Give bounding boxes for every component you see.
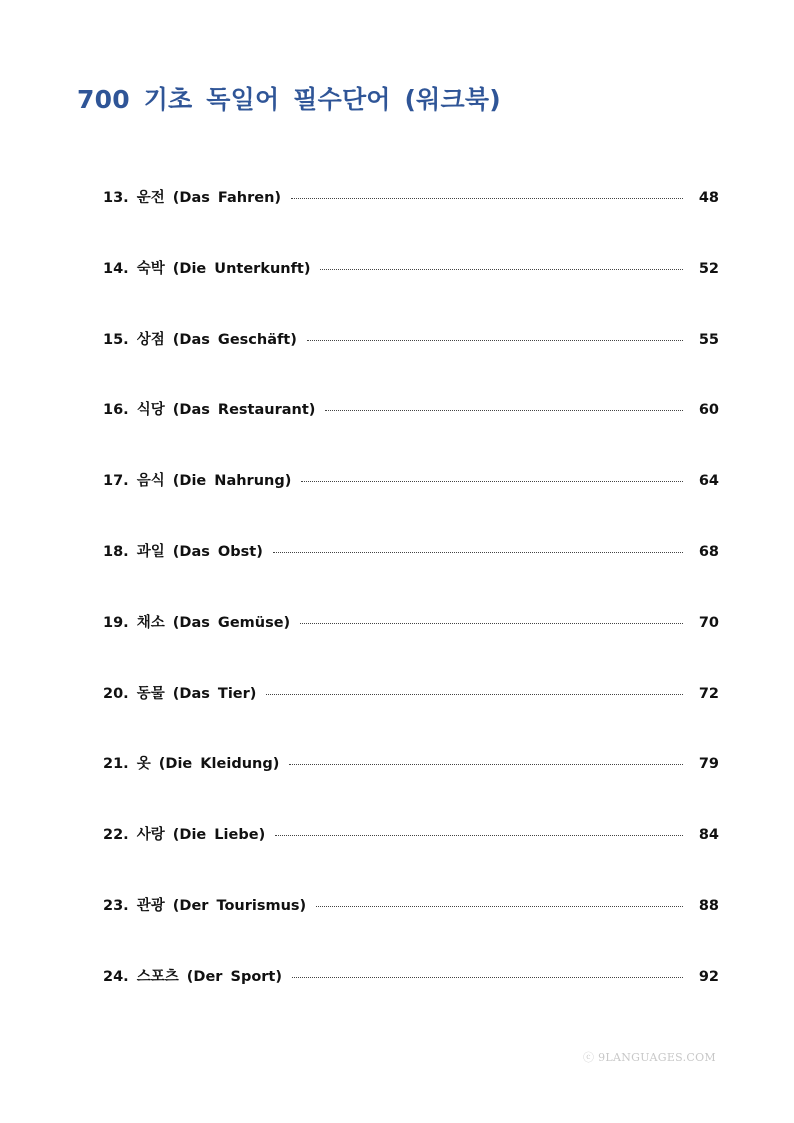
toc-entry-label: 19. 채소 (Das Gemüse) [103, 614, 291, 631]
page-title: 700 기초 독일어 필수단어 (워크북) [77, 85, 501, 114]
toc-dot-leader [273, 552, 683, 553]
toc-entry-page: 52 [698, 260, 719, 277]
toc-dot-leader [301, 481, 682, 482]
toc-entry[interactable] [103, 965, 719, 1036]
toc-entry-page: 64 [698, 473, 719, 490]
toc-entry[interactable] [103, 894, 719, 965]
toc-entry-label: 15. 상점 (Das Geschäft) [103, 331, 297, 348]
toc-entry-label: 21. 옷 (Die Kleidung) [103, 756, 280, 773]
toc-entry[interactable] [103, 328, 719, 399]
toc-entry-page: 60 [698, 402, 719, 419]
toc-dot-leader [292, 977, 683, 978]
toc-entry[interactable] [103, 469, 719, 540]
toc-dot-leader [300, 623, 683, 624]
toc-dot-leader [320, 269, 682, 270]
toc-entry-page: 88 [698, 897, 719, 914]
toc-entry-label: 14. 숙박 (Die Unterkunft) [103, 260, 311, 277]
toc-dot-leader [291, 198, 683, 199]
toc-entry-page: 92 [698, 968, 719, 985]
toc-entry-page: 48 [698, 190, 719, 206]
toc-dot-leader [289, 764, 682, 765]
toc-dot-leader [316, 906, 683, 907]
toc-entry[interactable] [103, 682, 719, 753]
toc-dot-leader [266, 694, 682, 695]
toc-dot-leader [325, 410, 682, 411]
toc-entry[interactable] [103, 611, 719, 682]
toc-entry-page: 79 [698, 756, 719, 773]
toc-entry-page: 68 [698, 543, 719, 560]
toc-entry-label: 20. 동물 (Das Tier) [103, 685, 257, 702]
copyright-watermark: ⓒ 9LANGUAGES.COM [583, 1051, 716, 1064]
toc-entry[interactable] [103, 398, 719, 469]
toc-entry-page: 55 [698, 331, 719, 348]
toc-entry-label: 13. 운전 (Das Fahren) [103, 190, 282, 206]
toc-entry-page: 84 [698, 827, 719, 844]
toc-entry[interactable] [103, 540, 719, 611]
toc-entry-label: 23. 관광 (Der Tourismus) [103, 897, 307, 914]
toc-entry-label: 22. 사랑 (Die Liebe) [103, 827, 266, 844]
toc-entry[interactable] [103, 752, 719, 823]
toc-entry-label: 16. 식당 (Das Restaurant) [103, 402, 316, 419]
toc-entry-page: 72 [698, 685, 719, 702]
toc-dot-leader [275, 835, 683, 836]
toc-dot-leader [307, 340, 683, 341]
toc-entry[interactable] [103, 257, 719, 328]
table-of-contents [103, 186, 719, 1036]
toc-entry-label: 17. 음식 (Die Nahrung) [103, 473, 292, 490]
toc-entry[interactable] [103, 823, 719, 894]
toc-entry[interactable] [103, 186, 719, 257]
toc-entry-label: 18. 과일 (Das Obst) [103, 543, 263, 560]
toc-entry-label: 24. 스포츠 (Der Sport) [103, 968, 282, 985]
toc-entry-page: 70 [698, 614, 719, 631]
